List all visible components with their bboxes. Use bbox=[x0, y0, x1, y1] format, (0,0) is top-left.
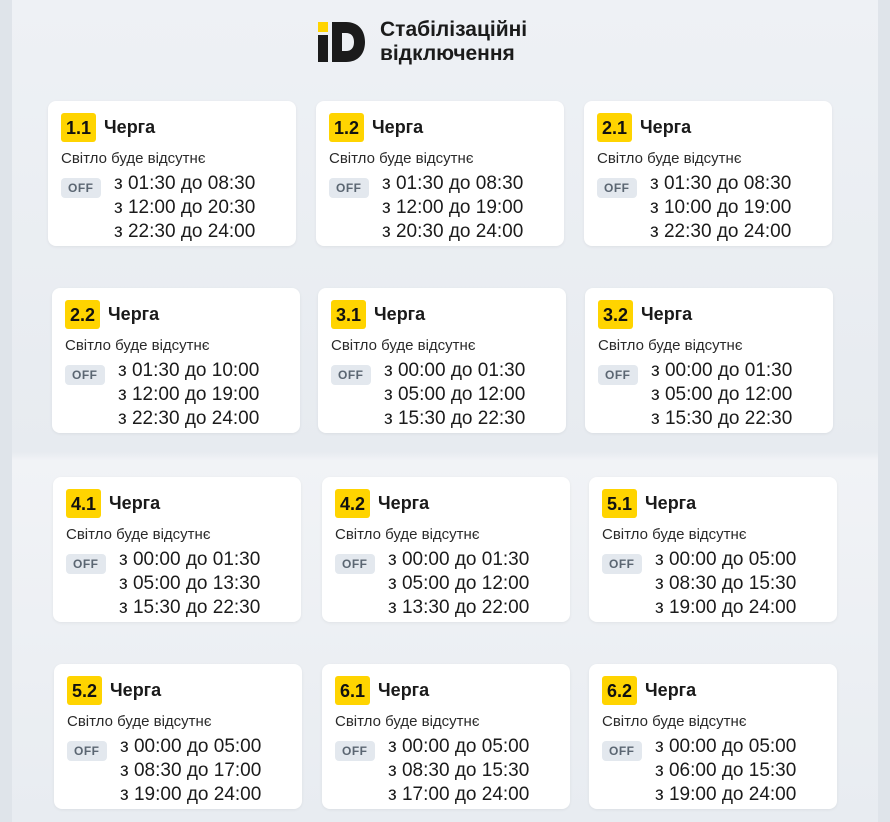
title-line-2: відключення bbox=[380, 42, 515, 65]
absent-label: Світло буде відсутнє bbox=[602, 526, 747, 543]
outage-time-range: з 22:30 до 24:00 bbox=[114, 221, 256, 242]
queue-number-badge: 1.1 bbox=[61, 113, 96, 142]
outage-time-range: з 00:00 до 01:30 bbox=[388, 549, 530, 570]
outage-time-range: з 00:00 до 05:00 bbox=[388, 736, 530, 757]
queue-card bbox=[585, 288, 833, 433]
outage-time-range: з 15:30 до 22:30 bbox=[651, 408, 793, 429]
absent-label: Світло буде відсутнє bbox=[335, 526, 480, 543]
outage-time-range: з 06:00 до 15:30 bbox=[655, 760, 797, 781]
absent-label: Світло буде відсутнє bbox=[597, 150, 742, 167]
off-badge: OFF bbox=[602, 554, 642, 574]
outage-times bbox=[651, 359, 792, 431]
title-line-1: Стабілізаційні bbox=[380, 18, 528, 41]
queue-card bbox=[316, 101, 564, 246]
outage-time-range: з 05:00 до 12:00 bbox=[384, 384, 526, 405]
off-badge: OFF bbox=[598, 365, 638, 385]
outage-time-range: з 05:00 до 12:00 bbox=[651, 384, 793, 405]
outage-time-range: з 17:00 до 24:00 bbox=[388, 784, 530, 805]
queue-label: Черга bbox=[645, 493, 697, 513]
card-header bbox=[602, 676, 696, 705]
outage-time-range: з 00:00 до 05:00 bbox=[120, 736, 262, 757]
outage-time-range: з 01:30 до 10:00 bbox=[118, 360, 260, 381]
outage-time-range: з 13:30 до 22:00 bbox=[388, 597, 530, 618]
outage-times bbox=[118, 359, 259, 431]
off-badge: OFF bbox=[67, 741, 107, 761]
card-header bbox=[65, 300, 159, 329]
card-header bbox=[66, 489, 160, 518]
outage-times bbox=[650, 172, 791, 244]
off-badge: OFF bbox=[335, 741, 375, 761]
right-frame bbox=[878, 0, 890, 822]
card-header bbox=[67, 676, 161, 705]
outage-time-range: з 19:00 до 24:00 bbox=[655, 597, 797, 618]
off-badge: OFF bbox=[597, 178, 637, 198]
absent-label: Світло буде відсутнє bbox=[598, 337, 743, 354]
outage-time-range: з 22:30 до 24:00 bbox=[118, 408, 260, 429]
outage-time-range: з 08:30 до 15:30 bbox=[388, 760, 530, 781]
card-header bbox=[598, 300, 692, 329]
queue-card bbox=[584, 101, 832, 246]
queue-card bbox=[589, 664, 837, 809]
outage-times bbox=[384, 359, 525, 431]
queue-card bbox=[322, 664, 570, 809]
outage-time-range: з 22:30 до 24:00 bbox=[650, 221, 792, 242]
outage-times bbox=[119, 548, 260, 620]
queue-number-badge: 6.1 bbox=[335, 676, 370, 705]
queue-label: Черга bbox=[640, 117, 692, 137]
queue-label: Черга bbox=[645, 680, 697, 700]
card-header bbox=[335, 676, 429, 705]
outage-time-range: з 00:00 до 01:30 bbox=[384, 360, 526, 381]
queue-card bbox=[48, 101, 296, 246]
header bbox=[318, 18, 580, 66]
card-header bbox=[602, 489, 696, 518]
queue-card bbox=[322, 477, 570, 622]
outage-times bbox=[388, 735, 529, 807]
outage-time-range: з 15:30 до 22:30 bbox=[119, 597, 261, 618]
off-badge: OFF bbox=[65, 365, 105, 385]
left-frame bbox=[0, 0, 12, 822]
absent-label: Світло буде відсутнє bbox=[335, 713, 480, 730]
queue-label: Черга bbox=[641, 304, 693, 324]
absent-label: Світло буде відсутнє bbox=[602, 713, 747, 730]
queue-number-badge: 6.2 bbox=[602, 676, 637, 705]
outage-time-range: з 01:30 до 08:30 bbox=[382, 173, 524, 194]
queue-number-badge: 2.1 bbox=[597, 113, 632, 142]
outage-time-range: з 00:00 до 01:30 bbox=[651, 360, 793, 381]
outage-time-range: з 00:00 до 05:00 bbox=[655, 549, 797, 570]
queue-number-badge: 5.2 bbox=[67, 676, 102, 705]
off-badge: OFF bbox=[66, 554, 106, 574]
outage-times bbox=[114, 172, 255, 244]
queue-card bbox=[53, 477, 301, 622]
outage-time-range: з 12:00 до 19:00 bbox=[382, 197, 524, 218]
absent-label: Світло буде відсутнє bbox=[65, 337, 210, 354]
outage-time-range: з 01:30 до 08:30 bbox=[650, 173, 792, 194]
absent-label: Світло буде відсутнє bbox=[61, 150, 206, 167]
queue-number-badge: 1.2 bbox=[329, 113, 364, 142]
queue-label: Черга bbox=[108, 304, 160, 324]
outage-time-range: з 05:00 до 13:30 bbox=[119, 573, 261, 594]
off-badge: OFF bbox=[335, 554, 375, 574]
outage-times bbox=[120, 735, 261, 807]
off-badge: OFF bbox=[329, 178, 369, 198]
outage-time-range: з 00:00 до 01:30 bbox=[119, 549, 261, 570]
outage-times bbox=[655, 548, 796, 620]
outage-time-range: з 12:00 до 19:00 bbox=[118, 384, 260, 405]
card-header bbox=[329, 113, 423, 142]
queue-card bbox=[52, 288, 300, 433]
off-badge: OFF bbox=[61, 178, 101, 198]
queue-label: Черга bbox=[104, 117, 156, 137]
queue-number-badge: 4.2 bbox=[335, 489, 370, 518]
off-badge: OFF bbox=[331, 365, 371, 385]
outage-time-range: з 10:00 до 19:00 bbox=[650, 197, 792, 218]
queue-label: Черга bbox=[378, 680, 430, 700]
queue-number-badge: 3.1 bbox=[331, 300, 366, 329]
queue-card bbox=[318, 288, 566, 433]
queue-label: Черга bbox=[109, 493, 161, 513]
outage-time-range: з 01:30 до 08:30 bbox=[114, 173, 256, 194]
card-header bbox=[61, 113, 155, 142]
absent-label: Світло буде відсутнє bbox=[331, 337, 476, 354]
card-header bbox=[335, 489, 429, 518]
queue-label: Черга bbox=[374, 304, 426, 324]
off-badge: OFF bbox=[602, 741, 642, 761]
absent-label: Світло буде відсутнє bbox=[66, 526, 211, 543]
outage-time-range: з 20:30 до 24:00 bbox=[382, 221, 524, 242]
d-logo-icon bbox=[318, 18, 366, 66]
outage-times bbox=[655, 735, 796, 807]
card-header bbox=[331, 300, 425, 329]
outage-times bbox=[388, 548, 529, 620]
queue-number-badge: 3.2 bbox=[598, 300, 633, 329]
absent-label: Світло буде відсутнє bbox=[67, 713, 212, 730]
queue-number-badge: 2.2 bbox=[65, 300, 100, 329]
outage-time-range: з 19:00 до 24:00 bbox=[120, 784, 262, 805]
outage-time-range: з 08:30 до 17:00 bbox=[120, 760, 262, 781]
outage-time-range: з 15:30 до 22:30 bbox=[384, 408, 526, 429]
page-title bbox=[380, 18, 580, 66]
queue-card bbox=[54, 664, 302, 809]
outage-time-range: з 05:00 до 12:00 bbox=[388, 573, 530, 594]
outage-times bbox=[382, 172, 523, 244]
outage-time-range: з 08:30 до 15:30 bbox=[655, 573, 797, 594]
queue-label: Черга bbox=[110, 680, 162, 700]
queue-number-badge: 4.1 bbox=[66, 489, 101, 518]
queue-label: Черга bbox=[372, 117, 424, 137]
absent-label: Світло буде відсутнє bbox=[329, 150, 474, 167]
queue-card bbox=[589, 477, 837, 622]
outage-time-range: з 00:00 до 05:00 bbox=[655, 736, 797, 757]
card-header bbox=[597, 113, 691, 142]
queue-label: Черга bbox=[378, 493, 430, 513]
queue-number-badge: 5.1 bbox=[602, 489, 637, 518]
outage-time-range: з 12:00 до 20:30 bbox=[114, 197, 256, 218]
outage-time-range: з 19:00 до 24:00 bbox=[655, 784, 797, 805]
